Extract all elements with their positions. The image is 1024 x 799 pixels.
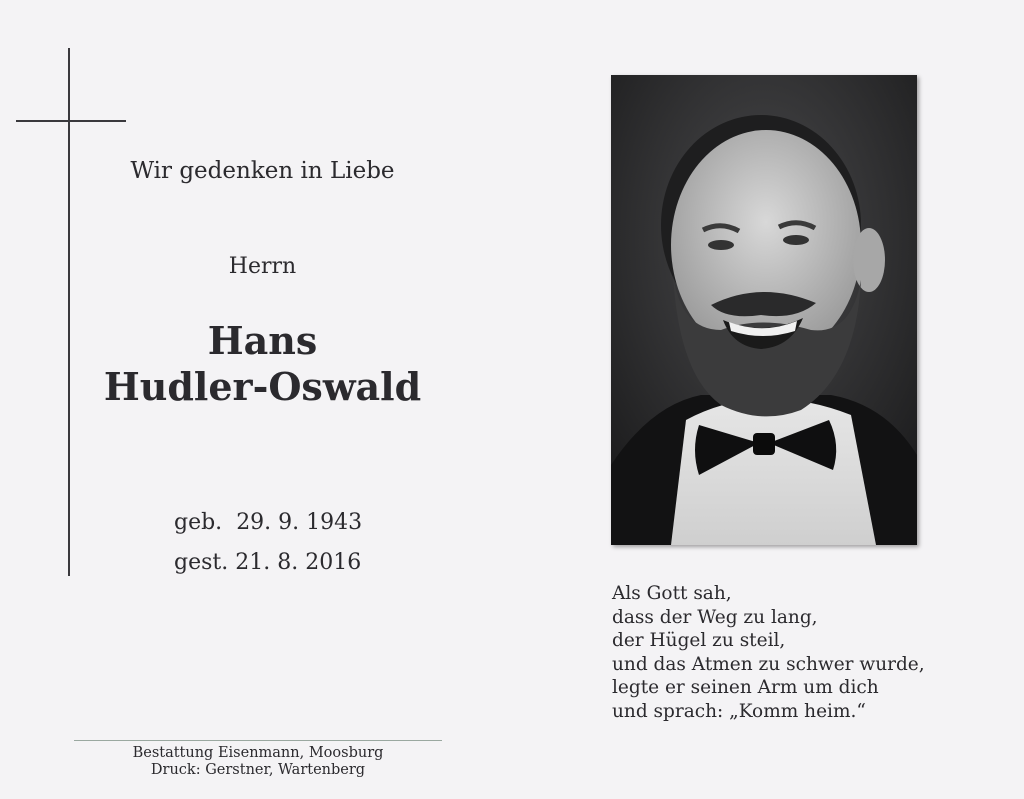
intro-text: Wir gedenken in Liebe	[130, 158, 395, 184]
cross-vertical-bar	[68, 48, 70, 576]
last-name: Hudler-Oswald	[103, 364, 422, 409]
cross-horizontal-bar	[16, 120, 126, 122]
born-date: 29. 9. 1943	[236, 510, 363, 535]
died-date: 21. 8. 2016	[235, 550, 362, 575]
footer	[74, 745, 442, 779]
salutation: Herrn	[228, 254, 297, 279]
born-row	[174, 503, 362, 543]
poem	[612, 582, 925, 723]
born-label: geb.	[174, 510, 223, 535]
portrait-photo	[611, 75, 917, 545]
life-dates	[174, 503, 362, 583]
poem-line: Als Gott sah,	[612, 583, 732, 604]
deceased-name	[70, 318, 455, 410]
footer-divider	[74, 740, 442, 741]
died-label: gest.	[174, 550, 229, 575]
first-name: Hans	[207, 318, 318, 363]
poem-line: der Hügel zu steil,	[612, 630, 786, 651]
poem-line: und das Atmen zu schwer wurde,	[612, 653, 925, 675]
poem-line: dass der Weg zu lang,	[612, 606, 818, 628]
printer: Druck: Gerstner, Wartenberg	[150, 762, 366, 778]
poem-line: und sprach: „Komm heim.“	[612, 700, 866, 722]
poem-line: legte er seinen Arm um dich	[612, 677, 879, 698]
died-row	[174, 543, 362, 583]
funeral-home: Bestattung Eisenmann, Moosburg	[132, 745, 384, 761]
